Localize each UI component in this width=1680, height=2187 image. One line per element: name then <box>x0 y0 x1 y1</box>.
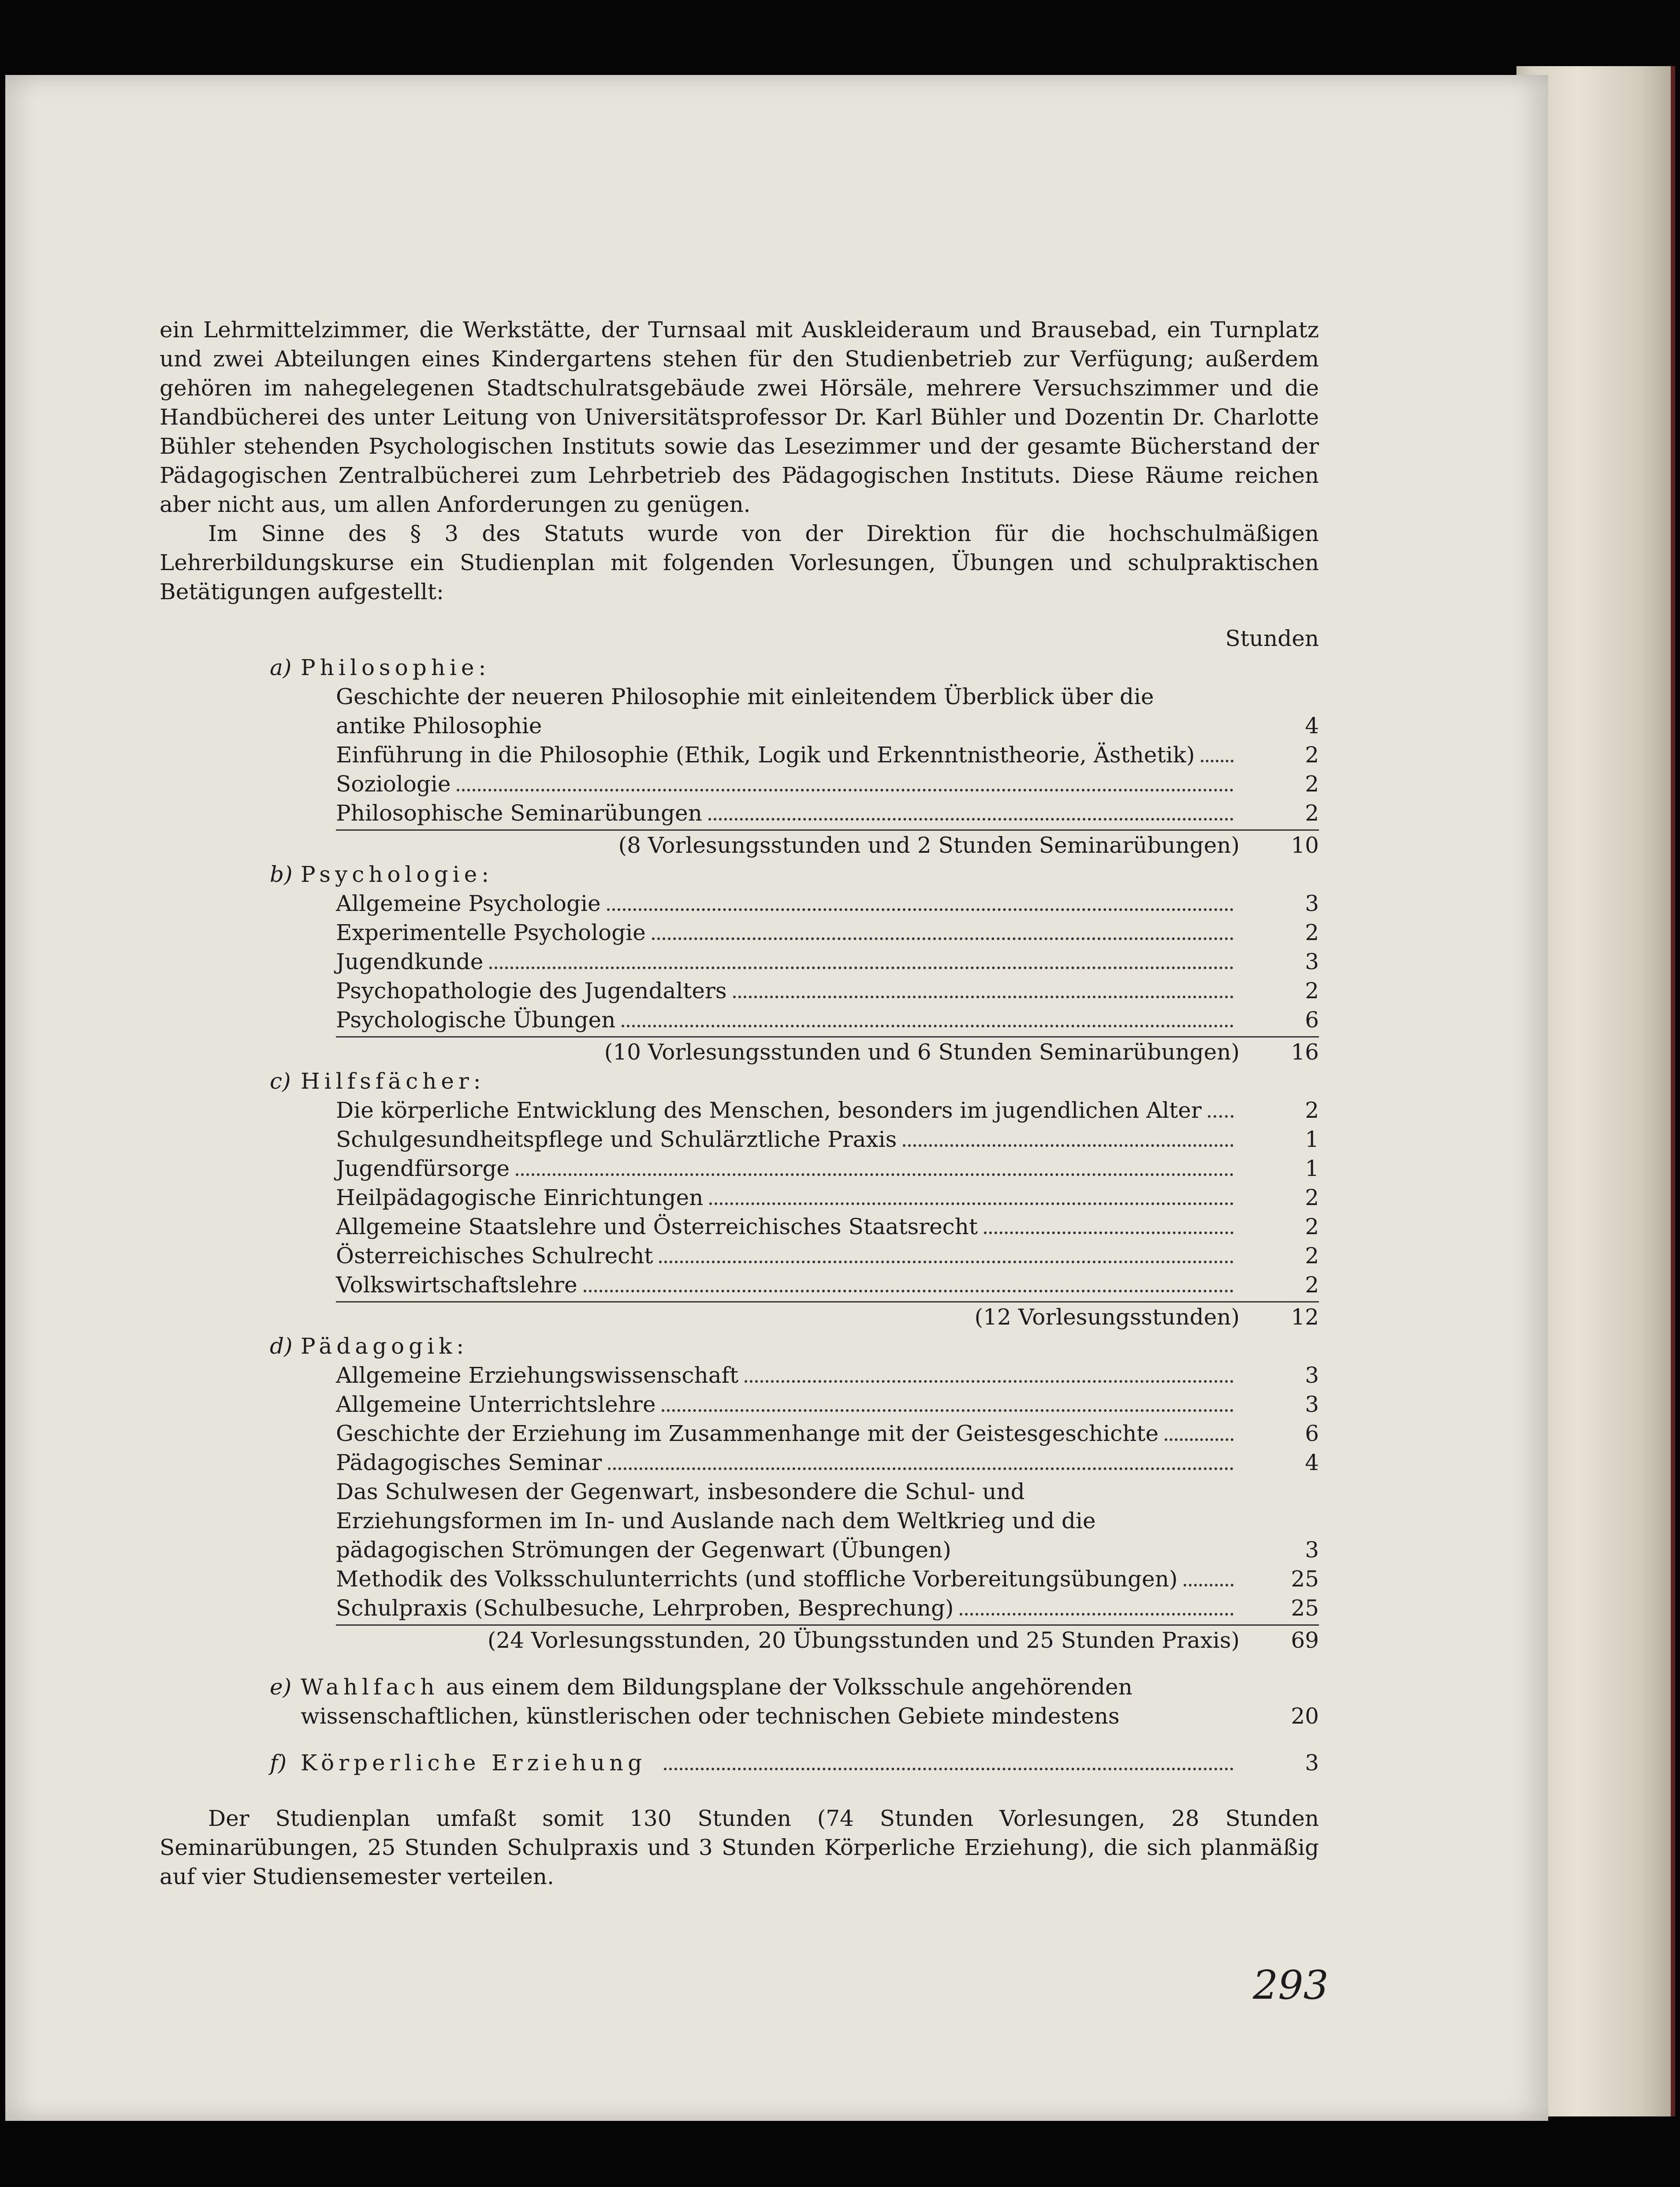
item-hours: 2 <box>1305 978 1319 1004</box>
item-hours: 2 <box>1305 742 1319 768</box>
item-label: Heilpädagogische Einrichtungen <box>336 1185 704 1210</box>
page-number: 293 <box>1253 1962 1329 2008</box>
item-hours: 2 <box>1305 920 1319 945</box>
item-label: Experimentelle Psychologie <box>336 920 646 945</box>
item-label: Allgemeine Psychologie <box>336 891 601 916</box>
list-item <box>336 1270 1319 1299</box>
list-item <box>336 1448 1319 1477</box>
item-hours: 2 <box>1305 800 1319 826</box>
item-hours: 1 <box>1305 1156 1319 1181</box>
section-philosophie <box>160 653 1319 860</box>
item-label: Jugendkunde <box>336 949 484 974</box>
item-label: Pädagogisches Seminar <box>336 1450 602 1475</box>
section-total: 16 <box>1291 1039 1319 1065</box>
section-psychologie <box>160 860 1319 1067</box>
list-item <box>336 1477 1319 1564</box>
section-letter: c) <box>270 1068 291 1094</box>
section-summary: (8 Vorlesungsstunden und 2 Stunden Seminarübungen) <box>618 832 1240 858</box>
section-title: Philosophie: <box>301 655 491 680</box>
list-item <box>336 1183 1319 1212</box>
section-total: 10 <box>1291 832 1319 858</box>
list-item <box>336 1390 1319 1419</box>
list-item <box>336 1564 1319 1594</box>
item-label: Schulpraxis (Schulbesuche, Lehrproben, Besprechung) <box>336 1595 954 1621</box>
hours-column-header: Stunden <box>1225 626 1319 651</box>
item-label: Soziologie <box>336 771 451 797</box>
list-item <box>336 1594 1319 1623</box>
studienplan-intro: Im Sinne des § 3 des Statuts wurde von der Direktion für die hochschulmäßigen Lehrerbildungskurse ein Studienplan mit folgenden Vorlesungen, Übungen und schulpraktischen Betätigungen aufgestellt: <box>160 521 1319 605</box>
item-label: Einführung in die Philosophie (Ethik, Logik und Erkenntnistheorie, Ästhetik) <box>336 742 1195 768</box>
section-total: 12 <box>1291 1304 1319 1330</box>
item-label: Österreichisches Schulrecht <box>336 1243 653 1269</box>
list-item <box>336 1005 1319 1034</box>
item-label: Geschichte der neueren Philosophie mit einleitendem Überblick über die antike Philosophie <box>336 684 1161 739</box>
item-label: Geschichte der Erziehung im Zusammenhange mit der Geistesgeschichte <box>336 1421 1159 1446</box>
item-hours: 25 <box>1291 1595 1319 1621</box>
intro-paragraph: ein Lehrmittelzimmer, die Werkstätte, der Turnsaal mit Auskleideraum und Brausebad, ein Turnplatz und zwei Abteilungen eines Kindergartens stehen für den Studienbetrieb zur Verfügung; außerdem gehören im nahegelegenen Stadtschulratsgebäude zwei Hörsäle, mehrere Versuchszimmer und die Handbücherei des unter Leitung von Universitätsprofessor Dr. Karl Bühler und Dozentin Dr. Charlotte Bühler stehenden Psychologischen Instituts sowie das Lesezimmer und der gesamte Bücherstand der Pädagogischen Zentralbücherei zum Lehrbetrieb des Pädagogischen Instituts. Diese Räume reichen aber nicht aus, um allen Anforderungen zu genügen. <box>160 317 1319 517</box>
item-label: Schulgesundheitspflege und Schulärztliche Praxis <box>336 1127 897 1152</box>
item-label: Volkswirtschaftslehre <box>336 1272 577 1298</box>
section-title: Körperliche Erziehung <box>301 1750 647 1776</box>
item-label: Die körperliche Entwicklung des Menschen, besonders im jugendlichen Alter <box>336 1097 1202 1123</box>
section-letter: f) <box>270 1750 287 1776</box>
item-hours: 2 <box>1305 771 1319 797</box>
section-title: Wahlfach <box>301 1674 439 1700</box>
item-hours: 2 <box>1305 1243 1319 1269</box>
item-label: Methodik des Volksschulunterrichts (und stoffliche Vorbereitungsübungen) <box>336 1566 1178 1592</box>
item-hours: 3 <box>1305 1362 1319 1388</box>
item-hours: 3 <box>1305 949 1319 974</box>
list-item <box>336 1241 1319 1270</box>
item-hours: 6 <box>1305 1007 1319 1033</box>
list-item <box>336 1419 1319 1448</box>
item-label: Jugendfürsorge <box>336 1156 510 1181</box>
list-item <box>336 918 1319 947</box>
page-text <box>160 315 1319 1891</box>
item-hours: 4 <box>1305 713 1319 739</box>
section-summary: (10 Vorlesungsstunden und 6 Stunden Seminarübungen) <box>604 1039 1240 1065</box>
list-item <box>336 1154 1319 1183</box>
section-title: Pädagogik: <box>301 1333 469 1359</box>
book-page <box>5 75 1548 2121</box>
item-label: Psychopathologie des Jugendalters <box>336 978 727 1004</box>
list-item <box>336 769 1319 799</box>
section-letter: e) <box>270 1674 292 1700</box>
list-item <box>336 1212 1319 1241</box>
item-hours: 3 <box>1305 1392 1319 1417</box>
section-title: Psychologie: <box>301 862 494 887</box>
item-label: Allgemeine Staatslehre und Österreichisches Staatsrecht <box>336 1214 978 1239</box>
list-item <box>336 682 1319 740</box>
list-item <box>336 1096 1319 1125</box>
section-summary: (12 Vorlesungsstunden) <box>974 1304 1240 1330</box>
list-item <box>336 1125 1319 1154</box>
closing-paragraph: Der Studienplan umfaßt somit 130 Stunden (74 Stunden Vorlesungen, 28 Stunden Seminarübungen, 25 Stunden Schulpraxis und 3 Stunden Körperliche Erziehung), die sich planmäßig auf vier Studiensemester verteilen. <box>160 1806 1319 1889</box>
section-letter: a) <box>270 655 292 680</box>
item-label: Allgemeine Unterrichtslehre <box>336 1392 656 1417</box>
list-item <box>336 799 1319 828</box>
item-hours: 25 <box>1291 1566 1319 1592</box>
wahlfach-text: aus einem dem Bildungsplane der Volksschule angehörenden wissenschaftlichen, künstlerischen oder technischen Gebiete mindestens <box>301 1674 1132 1729</box>
section-letter: d) <box>270 1333 293 1359</box>
item-hours: 2 <box>1305 1214 1319 1239</box>
section-title: Hilfsfächer: <box>301 1068 485 1094</box>
list-item <box>336 889 1319 918</box>
item-hours: 3 <box>1305 1750 1319 1776</box>
item-hours: 2 <box>1305 1272 1319 1298</box>
section-letter: b) <box>270 862 293 887</box>
item-label: Psychologische Übungen <box>336 1007 616 1033</box>
section-hilfsfaecher <box>160 1067 1319 1332</box>
item-label: Allgemeine Erziehungswissenschaft <box>336 1362 739 1388</box>
list-item <box>336 976 1319 1005</box>
item-hours: 4 <box>1305 1450 1319 1475</box>
section-summary: (24 Vorlesungsstunden, 20 Übungsstunden und 25 Stunden Praxis) <box>487 1627 1240 1653</box>
item-hours: 3 <box>1305 891 1319 916</box>
section-wahlfach <box>160 1672 1319 1731</box>
list-item <box>336 1361 1319 1390</box>
section-paedagogik <box>160 1332 1319 1655</box>
list-item <box>336 947 1319 976</box>
item-hours: 2 <box>1305 1185 1319 1210</box>
study-plan <box>160 624 1319 1777</box>
item-hours: 2 <box>1305 1097 1319 1123</box>
item-label: Philosophische Seminarübungen <box>336 800 702 826</box>
item-label: Das Schulwesen der Gegenwart, insbesondere die Schul- und Erziehungsformen im In- und Auslande nach dem Weltkrieg und die pädagogischen Strömungen der Gegenwart (Übungen) <box>336 1479 1103 1563</box>
section-total: 69 <box>1291 1627 1319 1653</box>
item-hours: 6 <box>1305 1421 1319 1446</box>
item-hours: 3 <box>1305 1537 1319 1563</box>
section-koerperliche-erziehung <box>160 1748 1319 1777</box>
list-item <box>336 740 1319 769</box>
item-hours: 1 <box>1305 1127 1319 1152</box>
item-hours: 20 <box>1291 1703 1319 1729</box>
